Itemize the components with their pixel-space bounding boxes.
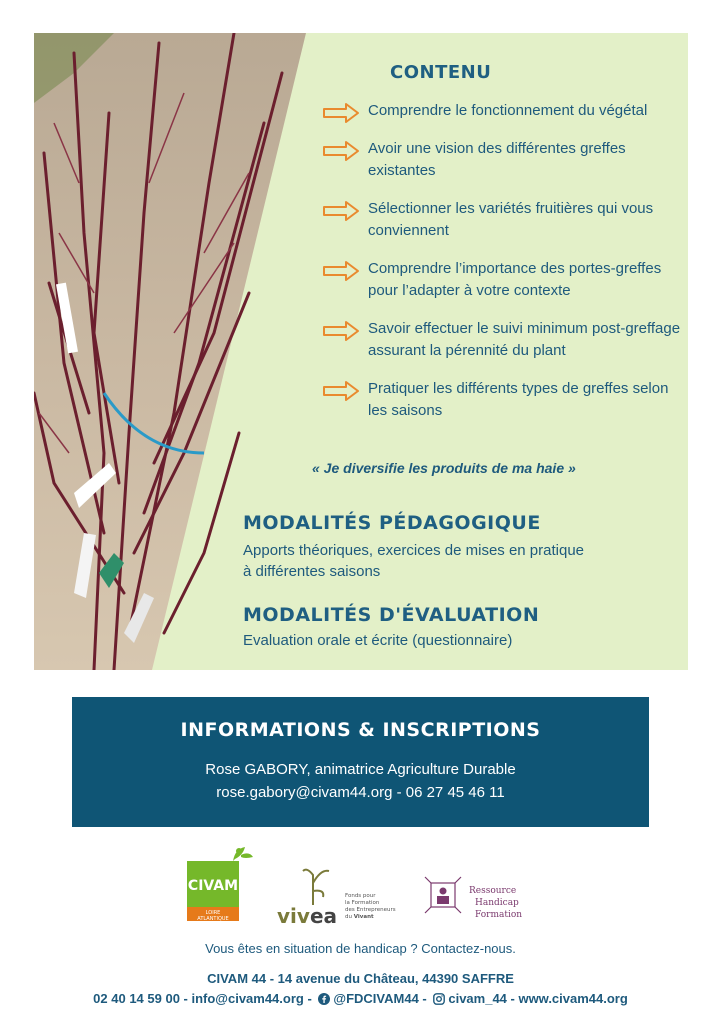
- civam-logo-name: CIVAM: [187, 878, 239, 894]
- modalites-pedagogique-line: Apports théoriques, exercices de mises en pratique: [243, 542, 585, 559]
- list-item: [322, 138, 682, 182]
- civam-logo-sub: ATLANTIQUE: [197, 916, 229, 922]
- list-item: [322, 198, 682, 242]
- contenu-title: CONTENU: [390, 62, 492, 83]
- contact-email-phone[interactable]: rose.gabory@civam44.org - 06 27 45 46 11: [216, 784, 505, 801]
- ressource-handicap-logo[interactable]: [425, 877, 522, 920]
- list-item: [322, 378, 682, 422]
- rhf-logo-line: Ressource: [469, 886, 517, 896]
- orange-arrow-icon: [322, 260, 360, 282]
- modalites-pedagogique-line: à différentes saisons: [243, 563, 381, 580]
- svg-text:du Vivant: [345, 914, 374, 920]
- rhf-logo-line: Handicap: [475, 898, 519, 908]
- partner-logos: [185, 845, 555, 930]
- list-item-text: Comprendre le fonctionnement du végétal: [368, 102, 648, 119]
- handicap-contact-text: Vous êtes en situation de handicap ? Contactez-nous.: [205, 941, 516, 956]
- footer-instagram[interactable]: civam_44 - www.civam44.org: [448, 991, 628, 1006]
- rhf-logo-line: Formation: [475, 910, 523, 920]
- list-item-text: Pratiquer les différents types de greffes selon les saisons: [368, 380, 669, 419]
- informations-box: [72, 697, 649, 827]
- modalites-evaluation-text: Evaluation orale et écrite (questionnaire): [243, 632, 513, 649]
- vivea-tagline: Vivant: [353, 914, 374, 920]
- list-item-text: Avoir une vision des différentes greffes existantes: [368, 140, 626, 179]
- modalites-evaluation-title: MODALITÉS D'ÉVALUATION: [243, 604, 540, 626]
- orange-arrow-icon: [322, 380, 360, 402]
- contact-name: Rose GABORY, animatrice Agriculture Durable: [205, 761, 516, 778]
- list-item: [322, 258, 682, 302]
- vivea-tagline: la Formation: [345, 900, 380, 906]
- footer-address: CIVAM 44 - 14 avenue du Château, 44390 SAFFRE: [207, 971, 514, 986]
- modalites-pedagogique-title: MODALITÉS PÉDAGOGIQUE: [243, 512, 541, 534]
- footer-contacts: [0, 991, 721, 1006]
- vivea-logo-name: vivea: [277, 904, 337, 928]
- footer-facebook[interactable]: @FDCIVAM44 -: [333, 991, 431, 1006]
- footer-phone-email[interactable]: 02 40 14 59 00 - info@civam44.org -: [93, 991, 316, 1006]
- list-item: [322, 100, 682, 122]
- orange-arrow-icon: [322, 140, 360, 162]
- instagram-icon: [433, 993, 445, 1005]
- vivea-tagline: du: [345, 914, 352, 920]
- vivea-tagline: des Entrepreneurs: [345, 907, 396, 913]
- orange-arrow-icon: [322, 200, 360, 222]
- informations-title: INFORMATIONS & INSCRIPTIONS: [180, 719, 541, 741]
- list-item-text: Sélectionner les variétés fruitières qui vous conviennent: [368, 200, 654, 239]
- facebook-icon: [318, 993, 330, 1005]
- orange-arrow-icon: [322, 102, 360, 124]
- contenu-list: [322, 100, 682, 422]
- modalites-pedagogique-text: [243, 540, 663, 582]
- civam-logo-sub: LOIRE: [205, 910, 221, 916]
- quote: « Je diversifie les produits de ma haie »: [312, 460, 576, 476]
- vivea-tagline: Fonds pour: [345, 893, 376, 899]
- vivea-logo[interactable]: [277, 870, 396, 928]
- civam-logo[interactable]: [187, 847, 253, 922]
- list-item-text: Comprendre l’importance des portes-greffes pour l’adapter à votre contexte: [368, 260, 662, 299]
- list-item: [322, 318, 682, 362]
- orange-arrow-icon: [322, 320, 360, 342]
- list-item-text: Savoir effectuer le suivi minimum post-greffage assurant la pérennité du plant: [368, 320, 681, 359]
